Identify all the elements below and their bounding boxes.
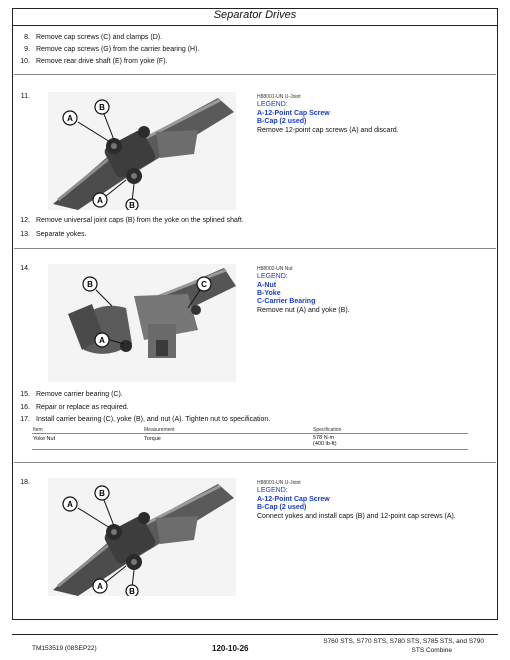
step-16: 16. Repair or replace as required. — [20, 404, 129, 411]
callout-b: B — [99, 103, 105, 112]
divider — [14, 462, 496, 463]
step-11: 11. — [20, 93, 30, 100]
figure-id: H88001-UN U-Joint — [257, 94, 301, 100]
step-10: 10. Remove rear drive shaft (E) from yoke (F). — [20, 58, 168, 65]
legend-title: LEGEND: — [257, 101, 288, 108]
callout-b: B — [87, 280, 93, 289]
footer-rule — [12, 634, 498, 635]
spec-value: (400 lb-ft) — [313, 441, 337, 447]
step-17: 17. Install carrier bearing (C), yoke (B), and nut (A). Tighten nut to specification. — [20, 416, 271, 423]
footer-doc-id: TM153519 (08SEP22) — [32, 645, 97, 652]
spec-header-specification: Specification — [313, 427, 342, 433]
step-14: 14. — [20, 265, 30, 272]
callout-a: A — [97, 196, 103, 205]
footer-page-number: 120-10-26 — [212, 644, 249, 653]
figure-id: H88001-UN U-Joint — [257, 480, 301, 486]
step-18: 18. — [20, 479, 30, 486]
legend-item: A-12-Point Cap Screw — [257, 110, 330, 117]
callout-b: B — [99, 489, 105, 498]
u-joint-illustration — [48, 478, 236, 596]
spec-header-item: Item — [33, 427, 43, 433]
step-13: 13. Separate yokes. — [20, 231, 87, 238]
step-12: 12. Remove universal joint caps (B) from the yoke on the splined shaft. — [20, 217, 244, 224]
spec-rule — [32, 449, 468, 450]
callout-b: B — [129, 201, 135, 210]
carrier-bearing-illustration — [48, 264, 236, 382]
u-joint-illustration — [48, 92, 236, 210]
legend-item: A-Nut — [257, 282, 277, 289]
step-9: 9. Remove cap screws (G) from the carrier bearing (H). — [24, 46, 200, 53]
spec-item: Yoke Nut — [33, 436, 56, 442]
callout-b: B — [129, 587, 135, 596]
legend-item: B-Cap (2 used) — [257, 118, 307, 125]
legend-title: LEGEND: — [257, 487, 288, 494]
figure-caption: Connect yokes and install caps (B) and 12-point cap screws (A). — [257, 513, 456, 520]
spec-measurement: Torque — [144, 436, 161, 442]
legend-item: A-12-Point Cap Screw — [257, 496, 330, 503]
figure-caption: Remove 12-point cap screws (A) and discard. — [257, 127, 399, 134]
callout-a: A — [97, 582, 103, 591]
spec-value: 578 N·m — [313, 435, 335, 441]
legend-item: B-Cap (2 used) — [257, 504, 307, 511]
figure-id: H88002-UN Nut — [257, 266, 293, 272]
divider — [14, 74, 496, 75]
step-15: 15. Remove carrier bearing (C). — [20, 391, 123, 398]
spec-rule — [32, 433, 468, 434]
step-8: 8. Remove cap screws (C) and clamps (D). — [24, 34, 163, 41]
figure-caption: Remove nut (A) and yoke (B). — [257, 307, 350, 314]
callout-c: C — [201, 280, 207, 289]
callout-a: A — [99, 336, 105, 345]
callout-a: A — [67, 500, 73, 509]
footer-models: STS Combine — [411, 647, 452, 654]
legend-item: C-Carrier Bearing — [257, 298, 316, 305]
spec-header-measurement: Measurement — [144, 427, 175, 433]
legend-item: B-Yoke — [257, 290, 281, 297]
footer-models: S760 STS, S770 STS, S780 STS, S785 STS, and S790 — [323, 638, 484, 645]
callout-a: A — [67, 114, 73, 123]
legend-title: LEGEND: — [257, 273, 288, 280]
divider — [14, 248, 496, 249]
page-title: Separator Drives — [213, 9, 297, 21]
